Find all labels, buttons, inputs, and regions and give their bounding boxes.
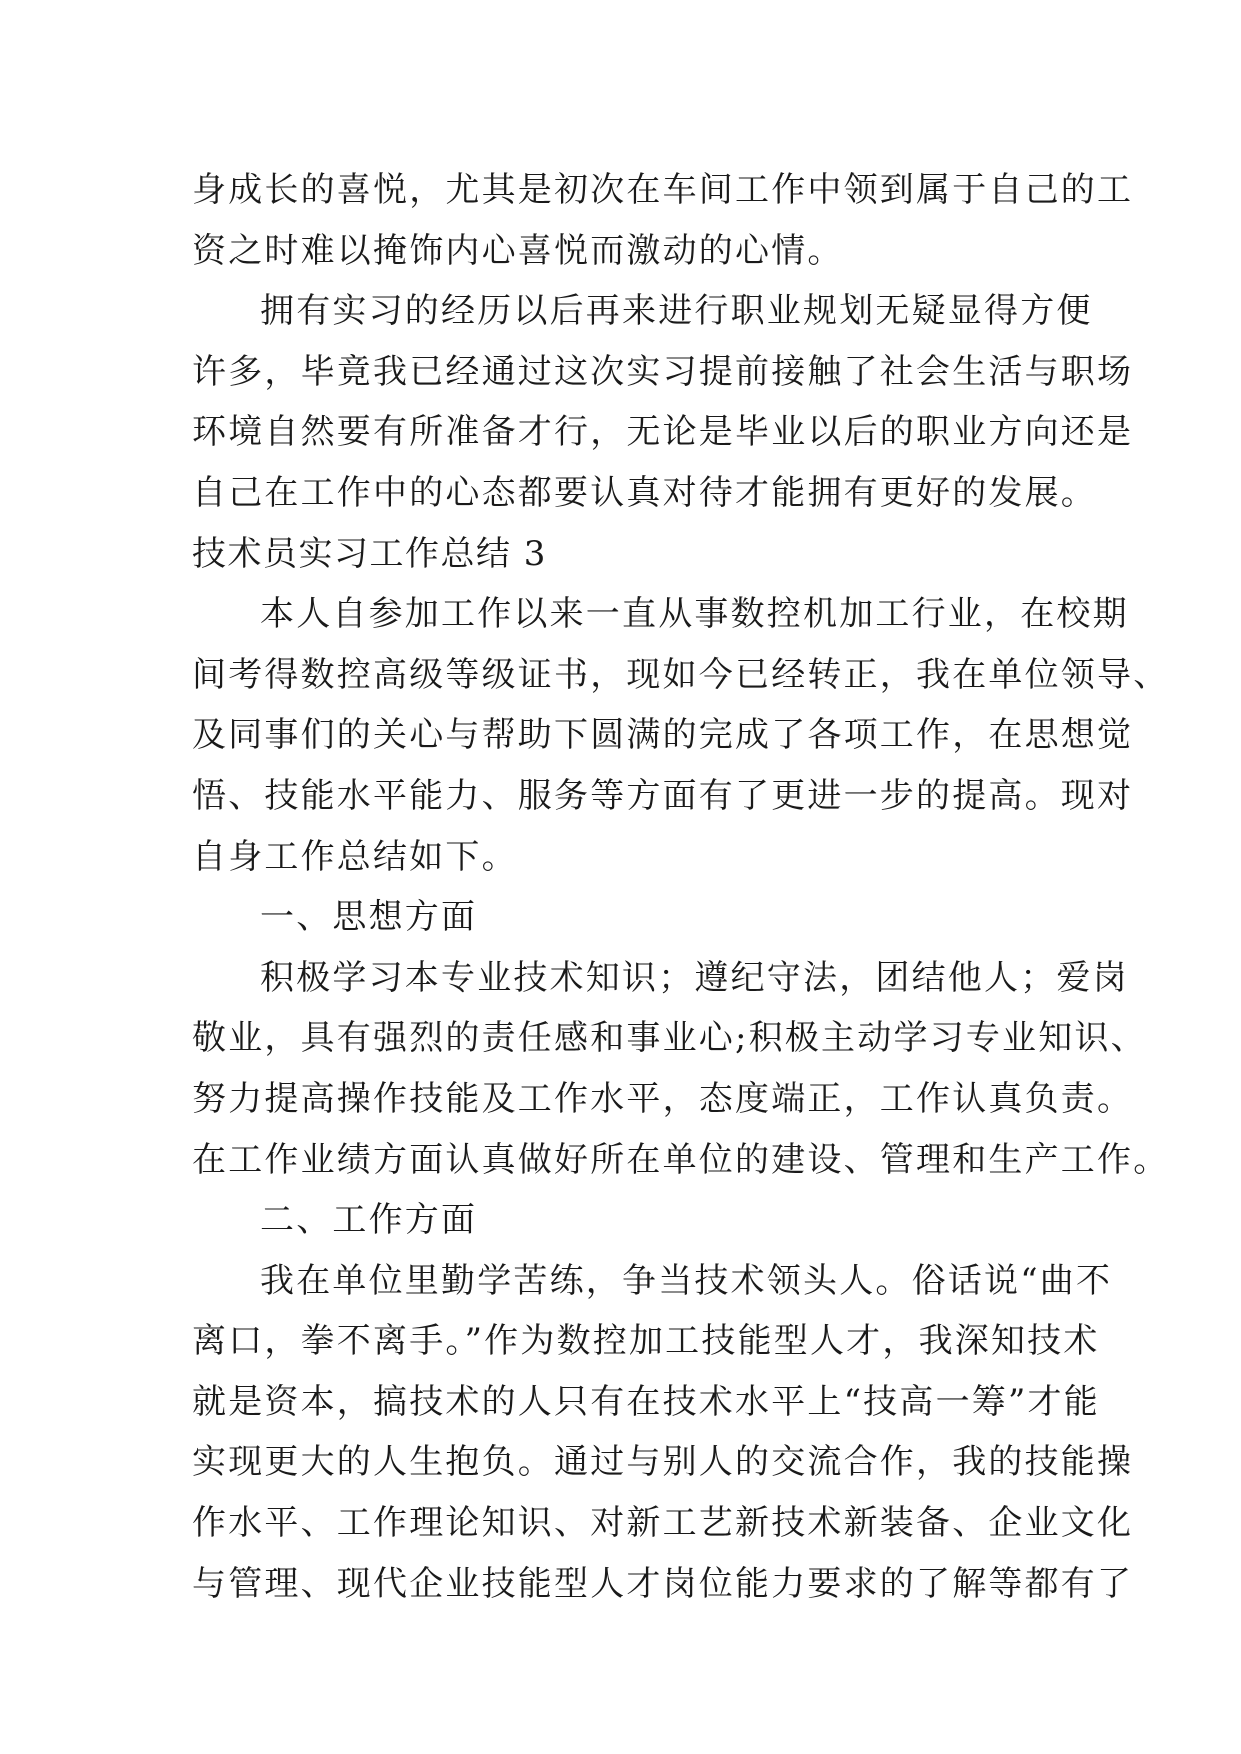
body-line: 间考得数控高级等级证书，现如今已经转正，我在单位领导、 bbox=[192, 654, 1170, 695]
body-line: 环境自然要有所准备才行，无论是毕业以后的职业方向还是 bbox=[192, 412, 1134, 453]
subsection-heading: 二、工作方面 bbox=[260, 1200, 478, 1241]
body-line: 资之时难以掩饰内心喜悦而激动的心情。 bbox=[192, 230, 844, 271]
paragraph-start-line: 拥有实习的经历以后再来进行职业规划无疑显得方便 bbox=[260, 291, 1093, 332]
body-line: 悟、技能水平能力、服务等方面有了更进一步的提高。现对 bbox=[192, 775, 1134, 816]
body-line: 自己在工作中的心态都要认真对待才能拥有更好的发展。 bbox=[192, 472, 1097, 513]
body-line: 在工作业绩方面认真做好所在单位的建设、管理和生产工作。 bbox=[192, 1139, 1170, 1180]
body-line: 许多，毕竟我已经通过这次实习提前接触了社会生活与职场 bbox=[192, 351, 1134, 392]
body-line: 离口，拳不离手。”作为数控加工技能型人才，我深知技术 bbox=[192, 1321, 1100, 1362]
paragraph-start-line: 我在单位里勤学苦练，争当技术领头人。俗话说“曲不 bbox=[260, 1260, 1113, 1301]
body-line: 敬业，具有强烈的责任感和事业心;积极主动学习专业知识、 bbox=[192, 1018, 1147, 1059]
body-line: 就是资本，搞技术的人只有在技术水平上“技高一筹”才能 bbox=[192, 1381, 1100, 1422]
body-line: 身成长的喜悦，尤其是初次在车间工作中领到属于自己的工 bbox=[192, 170, 1134, 210]
body-line: 与管理、现代企业技能型人才岗位能力要求的了解等都有了 bbox=[192, 1563, 1134, 1604]
body-line: 及同事们的关心与帮助下圆满的完成了各项工作，在思想觉 bbox=[192, 715, 1134, 756]
paragraph-start-line: 本人自参加工作以来一直从事数控机加工行业，在校期 bbox=[260, 594, 1129, 635]
body-line: 实现更大的人生抱负。通过与别人的交流合作，我的技能操 bbox=[192, 1442, 1134, 1483]
document-body bbox=[192, 160, 1170, 1614]
paragraph-start-line: 积极学习本专业技术知识；遵纪守法，团结他人；爱岗 bbox=[260, 957, 1129, 998]
body-line: 自身工作总结如下。 bbox=[192, 836, 518, 877]
body-line: 努力提高操作技能及工作水平，态度端正，工作认真负责。 bbox=[192, 1078, 1134, 1119]
subsection-heading: 一、思想方面 bbox=[260, 897, 478, 938]
section-title: 技术员实习工作总结 3 bbox=[192, 533, 547, 574]
body-line: 作水平、工作理论知识、对新工艺新技术新装备、企业文化 bbox=[192, 1503, 1134, 1544]
